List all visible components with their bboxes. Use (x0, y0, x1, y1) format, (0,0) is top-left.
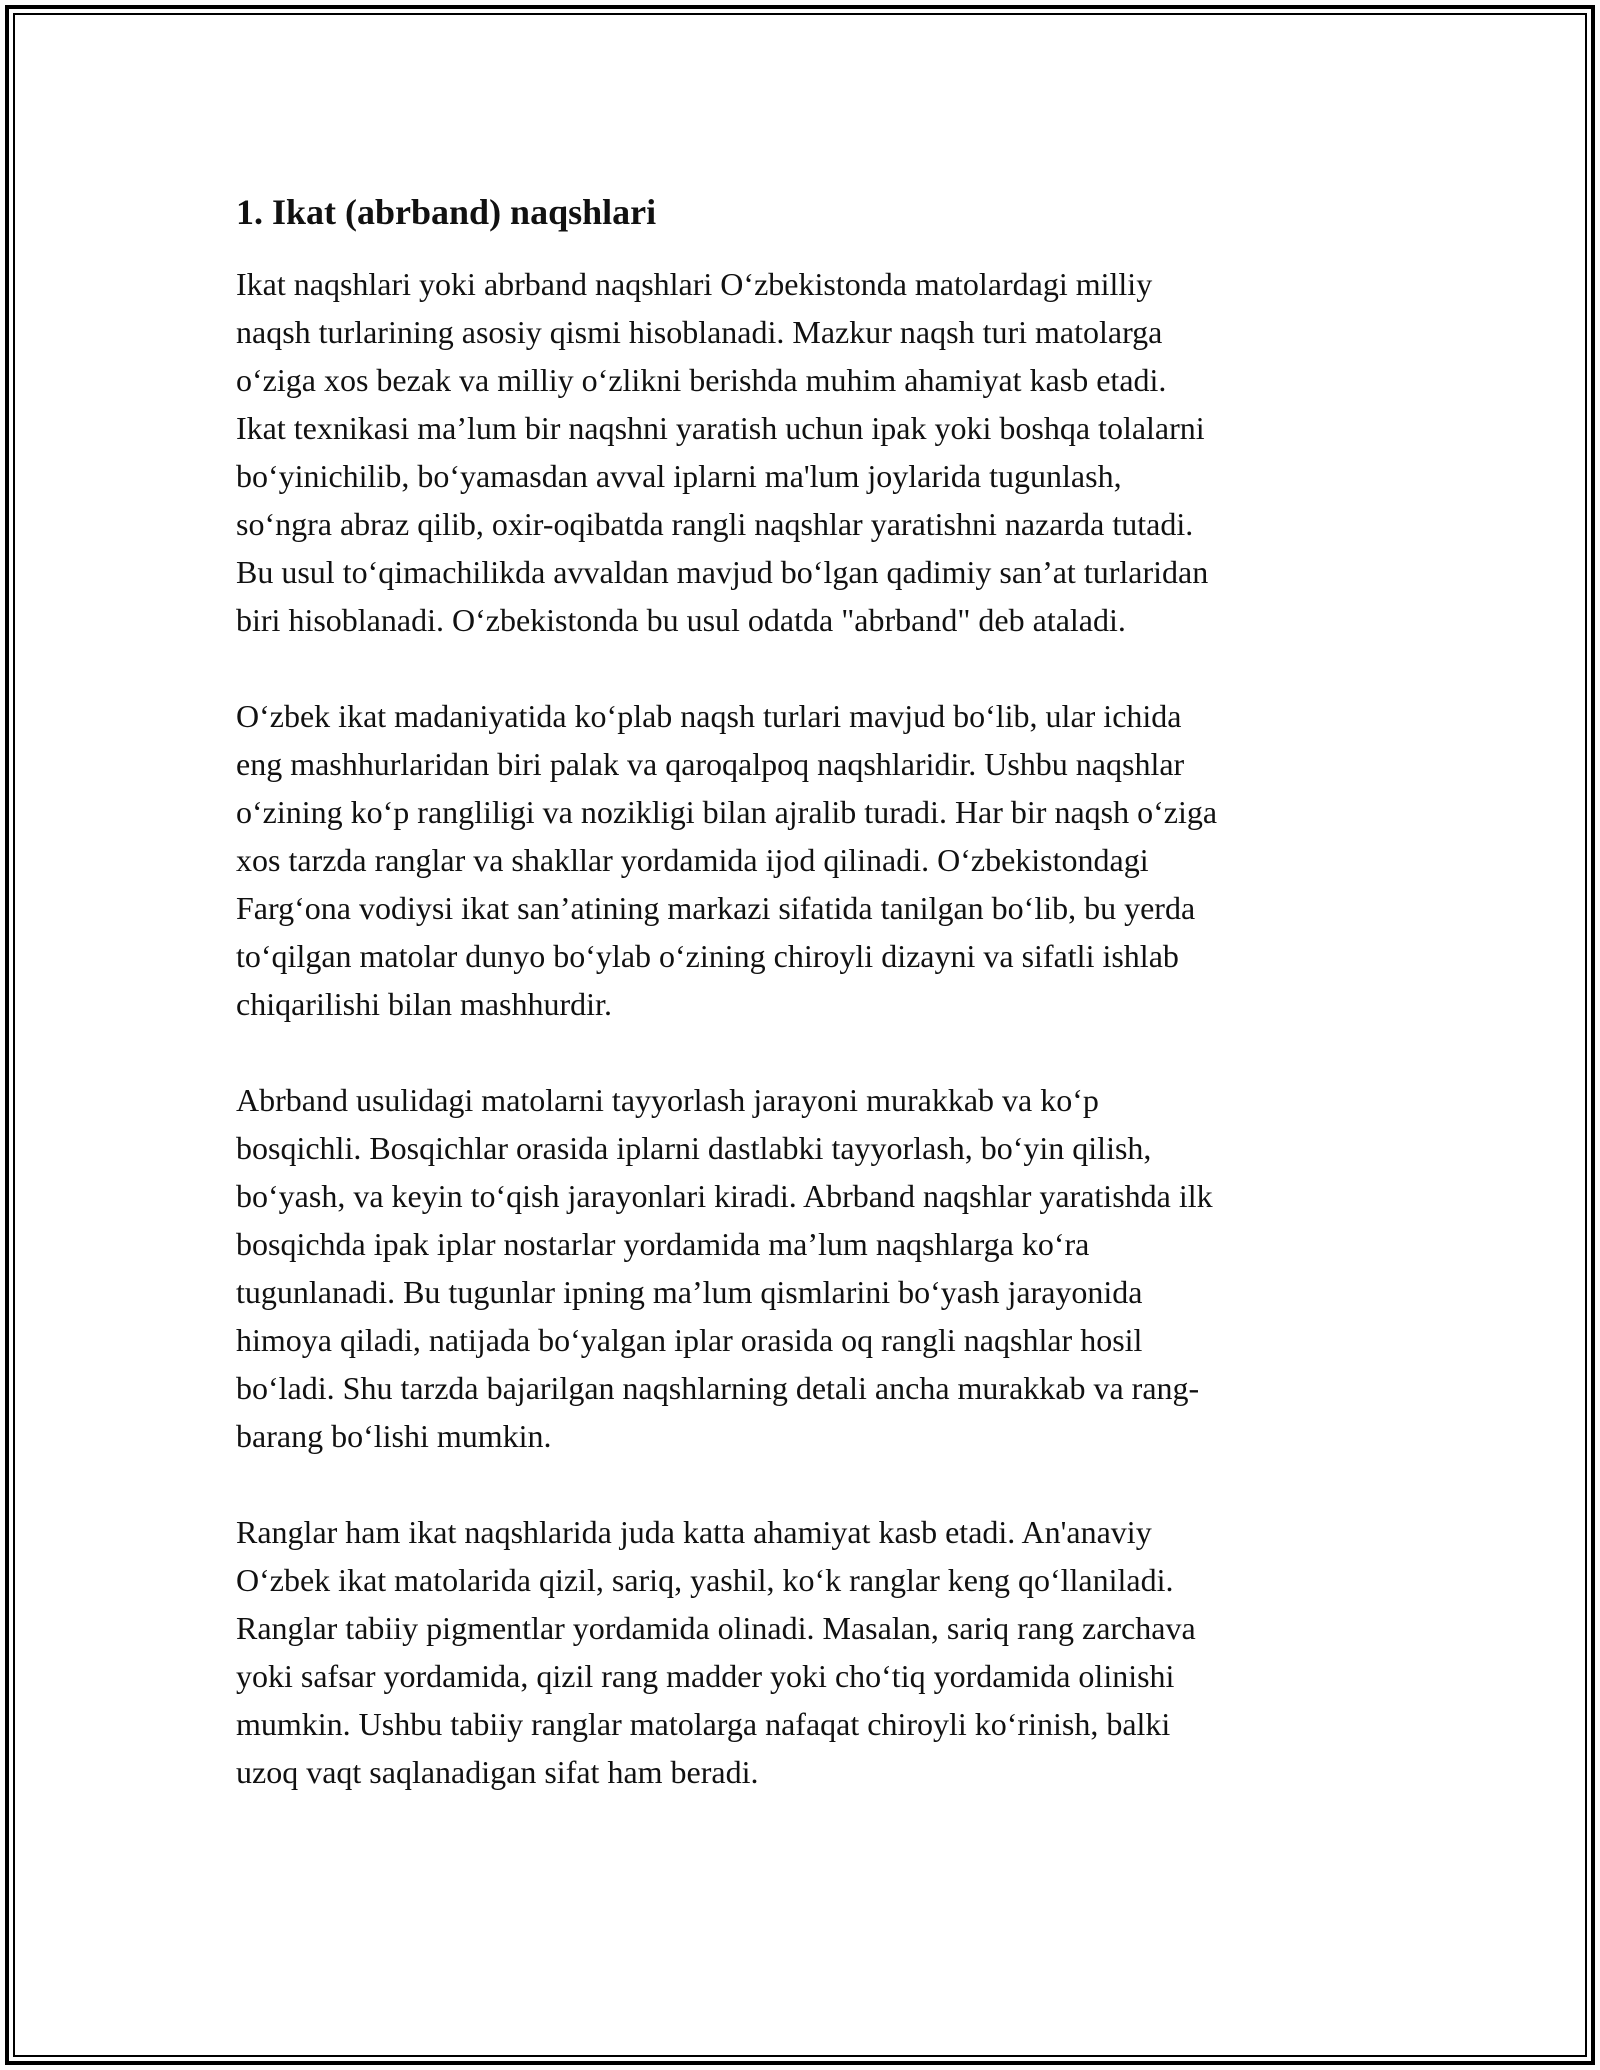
paragraph-ikat-culture (236, 692, 1366, 1028)
text-line: Bu usul to‘qimachilikda avvaldan mavjud bo‘lgan qadimiy san’at turlaridan (236, 554, 1209, 590)
text-line: Ranglar ham ikat naqshlarida juda katta ahamiyat kasb etadi. An'anaviy (236, 1514, 1152, 1550)
text-line: Ikat texnikasi ma’lum bir naqshni yaratish uchun ipak yoki boshqa tolalarni (236, 410, 1205, 446)
text-line: O‘zbek ikat madaniyatida ko‘plab naqsh turlari mavjud bo‘lib, ular ichida (236, 698, 1182, 734)
text-line: o‘zining ko‘p rangliligi va nozikligi bilan ajralib turadi. Har bir naqsh o‘ziga (236, 794, 1218, 830)
text-line: Ikat naqshlari yoki abrband naqshlari O‘zbekistonda matolardagi milliy (236, 266, 1153, 302)
section-heading: 1. Ikat (abrband) naqshlari (236, 192, 657, 232)
text-line: barang bo‘lishi mumkin. (236, 1418, 552, 1454)
text-line: so‘ngra abraz qilib, oxir-oqibatda rangli naqshlar yaratishni nazarda tutadi. (236, 506, 1194, 542)
text-line: bosqichda ipak iplar nostarlar yordamida ma’lum naqshlarga ko‘ra (236, 1226, 1090, 1262)
text-line: eng mashhurlaridan biri palak va qaroqalpoq naqshlaridir. Ushbu naqshlar (236, 746, 1185, 782)
text-line: uzoq vaqt saqlanadigan sifat ham beradi. (236, 1754, 759, 1790)
text-line: xos tarzda ranglar va shakllar yordamida ijod qilinadi. O‘zbekistondagi (236, 842, 1149, 878)
text-line: bo‘ladi. Shu tarzda bajarilgan naqshlarning detali ancha murakkab va rang- (236, 1370, 1200, 1406)
text-line: bo‘yinichilib, bo‘yamasdan avval iplarni ma'lum joylarida tugunlash, (236, 458, 1122, 494)
text-line: biri hisoblanadi. O‘zbekistonda bu usul odatda "abrband" deb ataladi. (236, 602, 1126, 638)
text-line: bosqichli. Bosqichlar orasida iplarni dastlabki tayyorlash, bo‘yin qilish, (236, 1130, 1152, 1166)
text-line: bo‘yash, va keyin to‘qish jarayonlari kiradi. Abrband naqshlar yaratishda ilk (236, 1178, 1213, 1214)
text-line: O‘zbek ikat matolarida qizil, sariq, yashil, ko‘k ranglar keng qo‘llaniladi. (236, 1562, 1174, 1598)
text-line: Abrband usulidagi matolarni tayyorlash jarayoni murakkab va ko‘p (236, 1082, 1099, 1118)
text-line: chiqarilishi bilan mashhurdir. (236, 986, 612, 1022)
text-line: naqsh turlarining asosiy qismi hisoblanadi. Mazkur naqsh turi matolarga (236, 314, 1163, 350)
text-line: Ranglar tabiiy pigmentlar yordamida olinadi. Masalan, sariq rang zarchava (236, 1610, 1196, 1646)
text-line: mumkin. Ushbu tabiiy ranglar matolarga nafaqat chiroyli ko‘rinish, balki (236, 1706, 1171, 1742)
text-line: tugunlanadi. Bu tugunlar ipning ma’lum qismlarini bo‘yash jarayonida (236, 1274, 1143, 1310)
text-line: Farg‘ona vodiysi ikat san’atining markazi sifatida tanilgan bo‘lib, bu yerda (236, 890, 1196, 926)
text-line: himoya qiladi, natijada bo‘yalgan iplar orasida oq rangli naqshlar hosil (236, 1322, 1143, 1358)
paragraph-ikat-colors (236, 1508, 1366, 1796)
paragraph-abrband-process (236, 1076, 1366, 1460)
text-line: to‘qilgan matolar dunyo bo‘ylab o‘zining chiroyli dizayni va sifatli ishlab (236, 938, 1179, 974)
paragraph-ikat-definition (236, 260, 1366, 644)
document-body (236, 188, 1366, 1796)
text-line: yoki safsar yordamida, qizil rang madder yoki cho‘tiq yordamida olinishi (236, 1658, 1175, 1694)
text-line: o‘ziga xos bezak va milliy o‘zlikni berishda muhim ahamiyat kasb etadi. (236, 362, 1167, 398)
